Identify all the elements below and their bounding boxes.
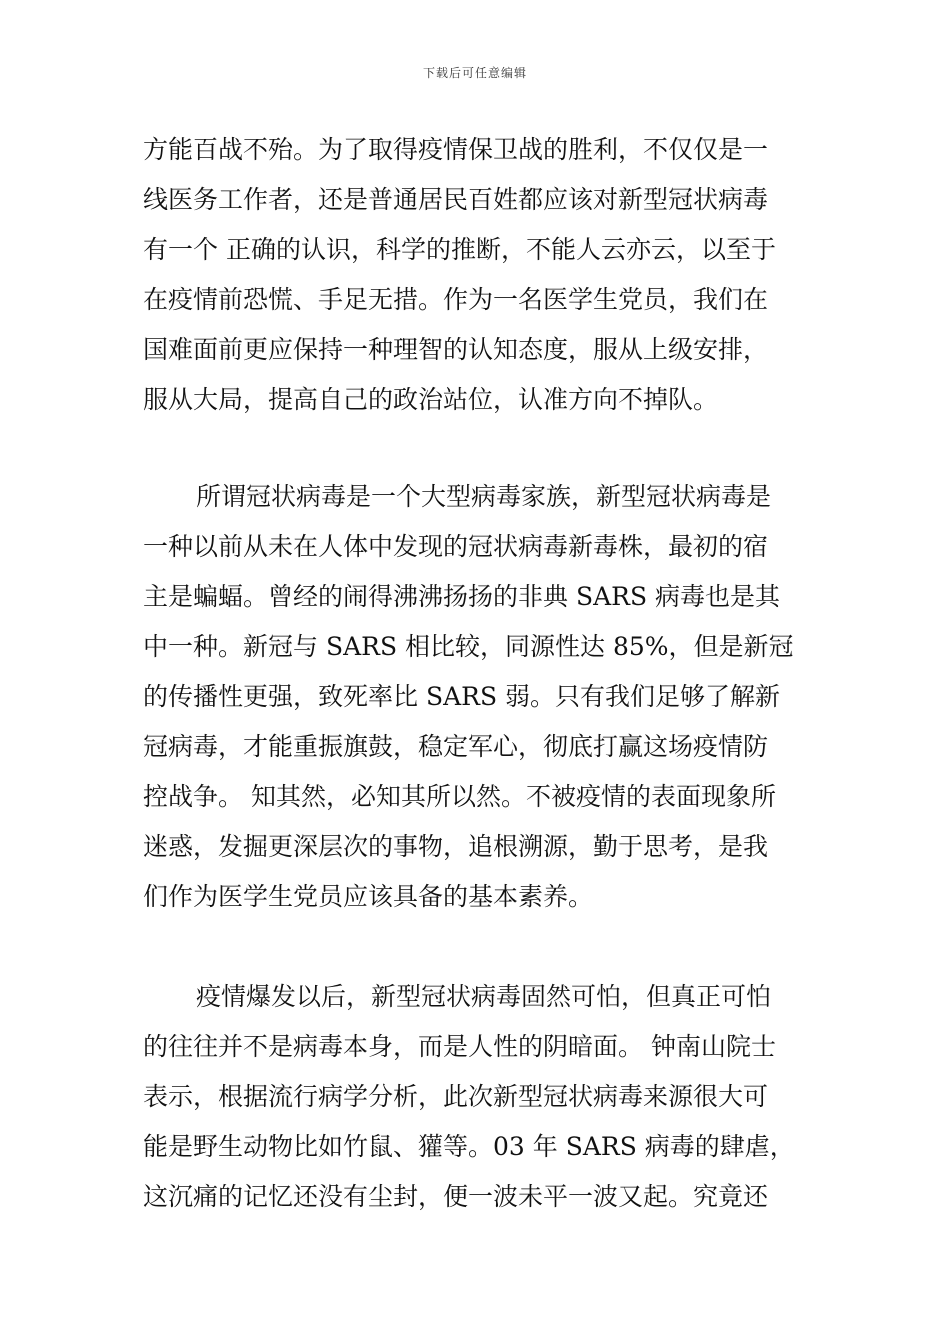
paragraph-3-line-5: 这沉痛的记忆还没有尘封，便一波未平一波又起。究竟还	[143, 1182, 769, 1211]
paragraph-3-line-3: 表示，根据流行病学分析，此次新型冠状病毒来源很大可	[143, 1082, 769, 1111]
paragraph-3-line-4: 能是野生动物比如竹鼠、獾等。03 年 SARS 病毒的肆虐，	[143, 1132, 795, 1161]
paragraph-2-line-9: 们作为医学生党员应该具备的基本素养。	[143, 882, 594, 911]
paragraph-1-line-4: 在疫情前恐慌、手足无措。作为一名医学生党员，我们在	[143, 285, 769, 314]
paragraph-1-line-3: 有一个 正确的认识，科学的推断，不能人云亦云，以至于	[143, 235, 776, 264]
paragraph-2-line-7: 控战争。 知其然，必知其所以然。不被疫情的表面现象所	[143, 782, 776, 811]
paragraph-2-line-8: 迷惑，发掘更深层次的事物，追根溯源，勤于思考，是我	[143, 832, 769, 861]
paragraph-3-line-2: 的往往并不是病毒本身，而是人性的阴暗面。 钟南山院士	[143, 1032, 776, 1061]
paragraph-2-line-4: 中一种。新冠与 SARS 相比较，同源性达 85%，但是新冠	[143, 632, 794, 661]
paragraph-2-line-1: 所谓冠状病毒是一个大型病毒家族，新型冠状病毒是	[196, 482, 772, 511]
paragraph-1-line-6: 服从大局，提高自己的政治站位，认准方向不掉队。	[143, 385, 719, 414]
paragraph-2-line-2: 一种以前从未在人体中发现的冠状病毒新毒株，最初的宿	[143, 532, 769, 561]
paragraph-2-line-6: 冠病毒，才能重振旗鼓，稳定军心，彻底打赢这场疫情防	[143, 732, 769, 761]
paragraph-2-line-5: 的传播性更强，致死率比 SARS 弱。只有我们足够了解新	[143, 682, 781, 711]
paragraph-2-line-3: 主是蝙蝠。曾经的闹得沸沸扬扬的非典 SARS 病毒也是其	[143, 582, 781, 611]
paragraph-1-line-2: 线医务工作者，还是普通居民百姓都应该对新型冠状病毒	[143, 185, 769, 214]
paragraph-1-line-1: 方能百战不殆。为了取得疫情保卫战的胜利，不仅仅是一	[143, 135, 769, 164]
paragraph-1-line-5: 国难面前更应保持一种理智的认知态度，服从上级安排，	[143, 335, 769, 364]
paragraph-3-line-1: 疫情爆发以后，新型冠状病毒固然可怕，但真正可怕	[196, 982, 772, 1011]
page-header: 下载后可任意编辑	[422, 66, 527, 80]
